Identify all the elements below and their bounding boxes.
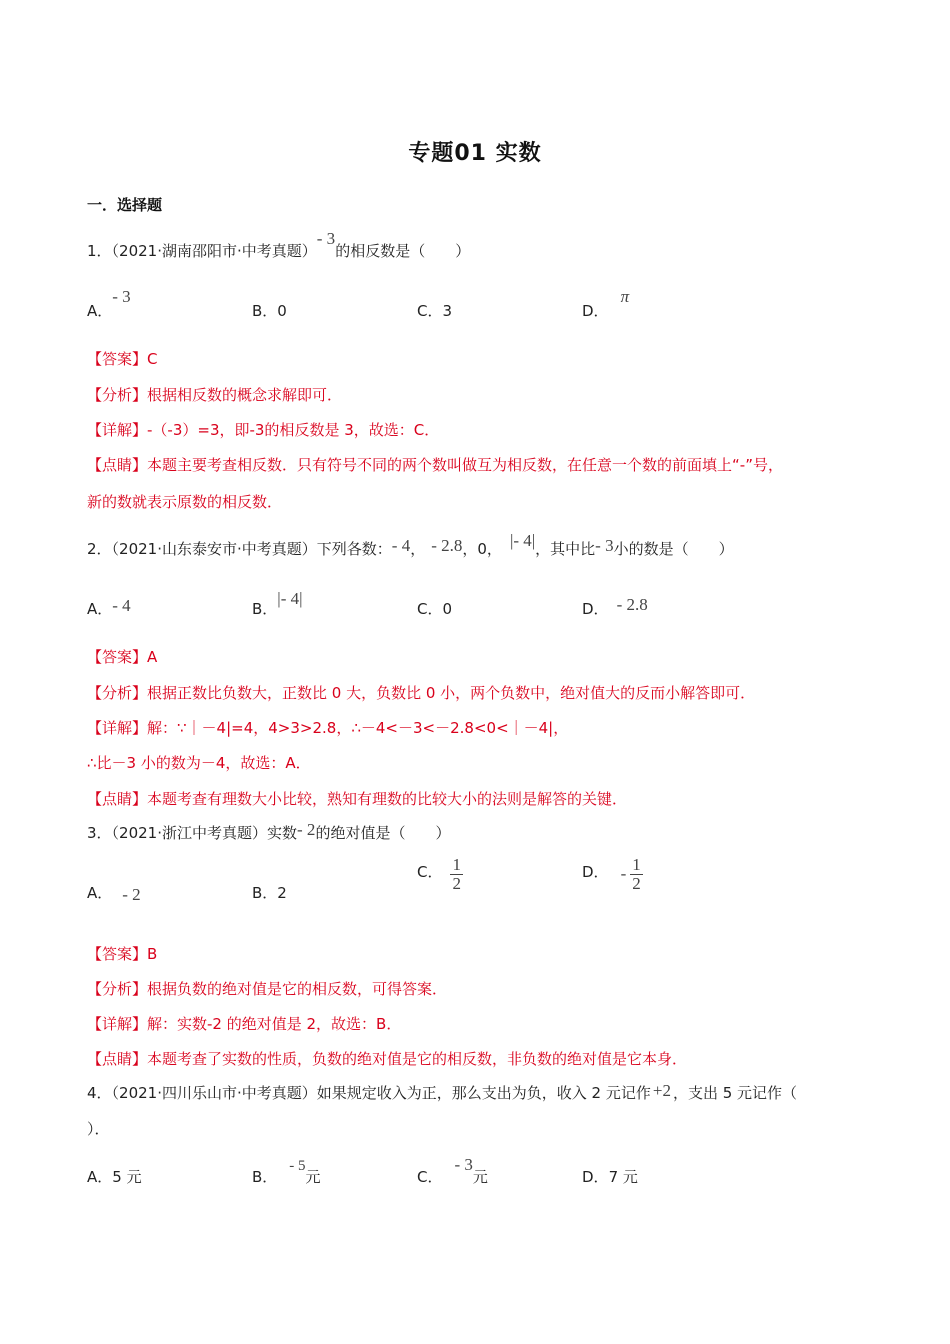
question-source: （2021·四川乐山市·中考真题） xyxy=(111,1084,317,1102)
answer: 【答案】B xyxy=(87,945,158,963)
detail: 【详解】解：实数-2 的绝对值是 2，故选：B． xyxy=(87,1015,402,1033)
math-expression: - 2.8 xyxy=(431,536,463,555)
question-2-stem: 2．（2021·山东泰安市·中考真题）下列各数：- 4， - 2.8，0， |- 4|，其中比- 3小的数是（ ） xyxy=(87,531,734,558)
question-3-stem: 3．（2021·浙江中考真题）实数- 2的绝对值是（ ） xyxy=(87,820,451,842)
math-expression: |- 4| xyxy=(509,531,536,550)
option-b[interactable]: B．|- 4| xyxy=(252,589,303,618)
question-4-stem: 4．（2021·四川乐山市·中考真题）如果规定收入为正，那么支出为负，收入 2 元记作 +2 ，支出 5 元记作（ xyxy=(87,1081,798,1102)
option-b[interactable]: B．- 5元 xyxy=(252,1158,321,1186)
math-expression: - 4 xyxy=(391,536,411,555)
math-expression: - 2 xyxy=(297,820,316,839)
analysis: 【分析】根据相反数的概念求解即可． xyxy=(87,386,343,404)
question-4-stem-continued: ）． xyxy=(87,1120,110,1138)
option-d[interactable]: D． - 2.8 xyxy=(582,595,648,618)
detail: 【详解】解：∵｜－4|=4，4>3>2.8，∴－4<－3<－2.8<0<｜－4|， xyxy=(87,719,569,737)
analysis: 【分析】根据正数比负数大，正数比 0 大，负数比 0 小，两个负数中，绝对值大的反而小解答即可． xyxy=(87,684,756,702)
comment-continued: 新的数就表示原数的相反数． xyxy=(87,493,283,511)
answer: 【答案】C xyxy=(87,350,158,368)
comment: 【点睛】本题主要考查相反数．只有符号不同的两个数叫做互为相反数，在任意一个数的前面填上“-”号， xyxy=(87,456,783,474)
option-c[interactable]: C．3 xyxy=(417,302,453,320)
option-b[interactable]: B．2 xyxy=(252,884,287,902)
option-a[interactable]: A．5 元 xyxy=(87,1168,142,1186)
question-number: 4． xyxy=(87,1084,112,1102)
detail: 【详解】-（-3）=3，即-3的相反数是 3，故选：C． xyxy=(87,421,440,439)
question-source: （2021·山东泰安市·中考真题） xyxy=(111,540,317,558)
answer: 【答案】A xyxy=(87,648,158,666)
page-title: 专题01 实数 xyxy=(408,141,542,166)
comment: 【点睛】本题考查了实数的性质，负数的绝对值是它的相反数，非负数的绝对值是它本身． xyxy=(87,1050,688,1068)
math-expression: - 3 xyxy=(316,229,336,248)
option-a[interactable]: A．- 3 xyxy=(87,287,131,320)
section-heading: 一．选择题 xyxy=(87,196,163,214)
math-expression: +2 xyxy=(652,1081,671,1100)
comment: 【点睛】本题考查有理数大小比较，熟知有理数的比较大小的法则是解答的关键． xyxy=(87,790,628,808)
question-text: 的相反数是（ ） xyxy=(335,242,471,260)
question-number: 1． xyxy=(87,242,112,260)
option-c[interactable]: C．- 3元 xyxy=(417,1155,488,1186)
option-d[interactable]: D．π xyxy=(582,287,630,320)
question-number: 3． xyxy=(87,824,112,842)
option-c[interactable]: C． $\frac{1}{2}$ xyxy=(417,855,461,893)
analysis: 【分析】根据负数的绝对值是它的相反数，可得答案． xyxy=(87,980,448,998)
question-source: （2021·湖南邵阳市·中考真题） xyxy=(111,242,317,260)
math-expression: - 3 xyxy=(595,536,614,555)
option-d[interactable]: D． - $\frac{1}{2}$ xyxy=(582,855,641,893)
option-a[interactable]: A． - 2 xyxy=(87,884,141,904)
question-source: （2021·浙江中考真题） xyxy=(111,824,267,842)
option-a[interactable]: A．- 4 xyxy=(87,596,131,618)
detail-continued: ∴比－3 小的数为－4，故选：A． xyxy=(87,754,311,772)
option-d[interactable]: D．7 元 xyxy=(582,1168,638,1186)
option-b[interactable]: B．0 xyxy=(252,302,287,320)
question-1-stem xyxy=(87,229,471,261)
option-c[interactable]: C．0 xyxy=(417,600,453,618)
question-number: 2． xyxy=(87,540,112,558)
